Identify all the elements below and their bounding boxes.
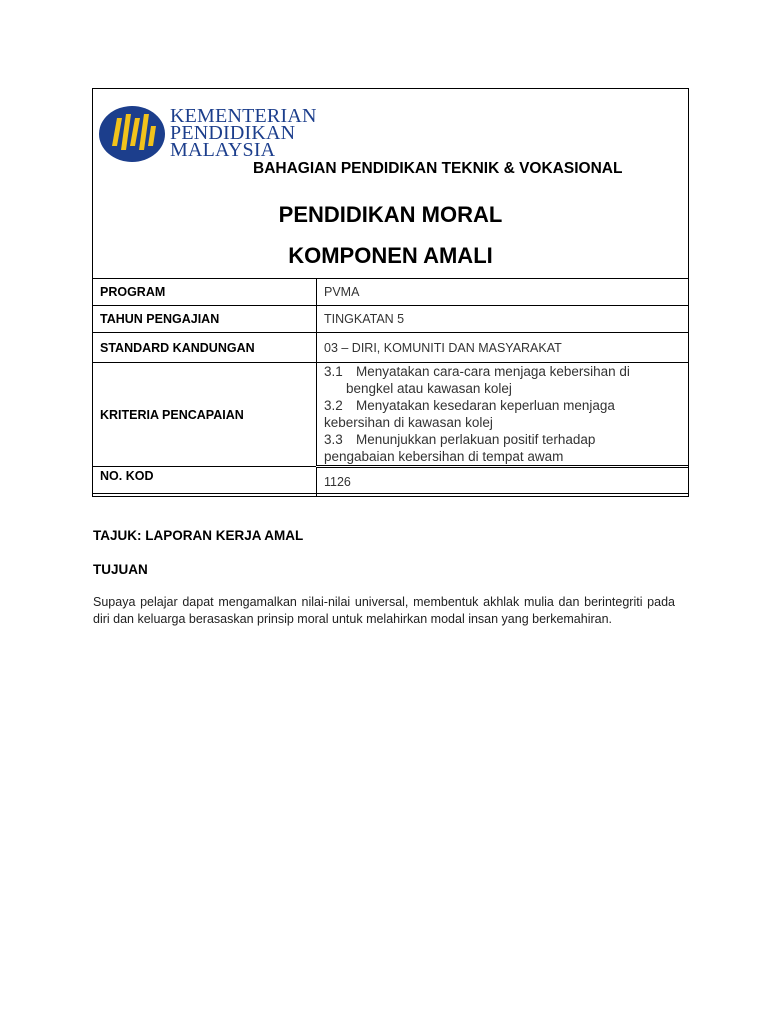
document-subtitle: KOMPONEN AMALI	[288, 243, 493, 268]
document-title: PENDIDIKAN MORAL	[278, 202, 503, 227]
table-row	[93, 467, 689, 497]
standard-value: 03 – DIRI, KOMUNITI DAN MASYARAKAT	[317, 333, 689, 363]
aim-heading: TUJUAN	[93, 562, 148, 577]
criteria-text: Menunjukkan perlakuan positif terhadap	[356, 432, 596, 447]
criteria-number: 3.1	[324, 364, 343, 379]
list-item	[324, 431, 688, 448]
aim-paragraph: Supaya pelajar dapat mengamalkan nilai-nilai universal, membentuk akhlak mulia dan berintegriti pada diri dan keluarga berasaskan prinsip moral untuk melahirkan modal insan yang berkemahiran.	[93, 595, 675, 626]
kriteria-label: KRITERIA PENCAPAIAN	[93, 363, 317, 467]
topic-heading: TAJUK: LAPORAN KERJA AMAL	[93, 528, 304, 543]
logo-wordmark	[170, 105, 317, 161]
criteria-text: Menyatakan kesedaran keperluan menjaga	[356, 398, 615, 413]
header-box	[92, 88, 689, 494]
criteria-text: Menyatakan cara-cara menjaga kebersihan di	[356, 364, 630, 379]
list-item	[324, 448, 688, 465]
tahun-label: TAHUN PENGAJIAN	[93, 306, 317, 333]
criteria-number: 3.2	[324, 398, 343, 413]
criteria-list	[324, 363, 688, 465]
program-value: PVMA	[317, 279, 689, 306]
table-row	[93, 333, 689, 363]
kod-value: 1126	[317, 467, 689, 497]
table-row	[93, 363, 689, 467]
table-row	[93, 306, 689, 333]
list-item	[324, 414, 688, 431]
standard-label: STANDARD KANDUNGAN	[93, 333, 317, 363]
criteria-text-cont: pengabaian kebersihan di tempat awam	[324, 449, 564, 464]
kod-label: NO. KOD	[93, 467, 317, 497]
logo-line-1: KEMENTERIAN	[170, 105, 317, 127]
logo-line-3: MALAYSIA	[170, 139, 276, 161]
criteria-text-cont: bengkel atau kawasan kolej	[346, 381, 512, 396]
logo-line-2: PENDIDIKAN	[170, 122, 296, 144]
criteria-text-cont: kebersihan di kawasan kolej	[324, 415, 493, 430]
criteria-number: 3.3	[324, 432, 343, 447]
ministry-logo	[98, 104, 333, 164]
list-item	[324, 397, 688, 414]
table-row	[93, 279, 689, 306]
kriteria-value	[317, 363, 689, 467]
tahun-value: TINGKATAN 5	[317, 306, 689, 333]
program-label: PROGRAM	[93, 279, 317, 306]
course-info-table	[92, 278, 689, 497]
ministry-emblem-icon	[98, 104, 166, 164]
list-item	[324, 380, 688, 397]
division-name: BAHAGIAN PENDIDIKAN TEKNIK & VOKASIONAL	[253, 160, 623, 177]
list-item	[324, 363, 688, 380]
